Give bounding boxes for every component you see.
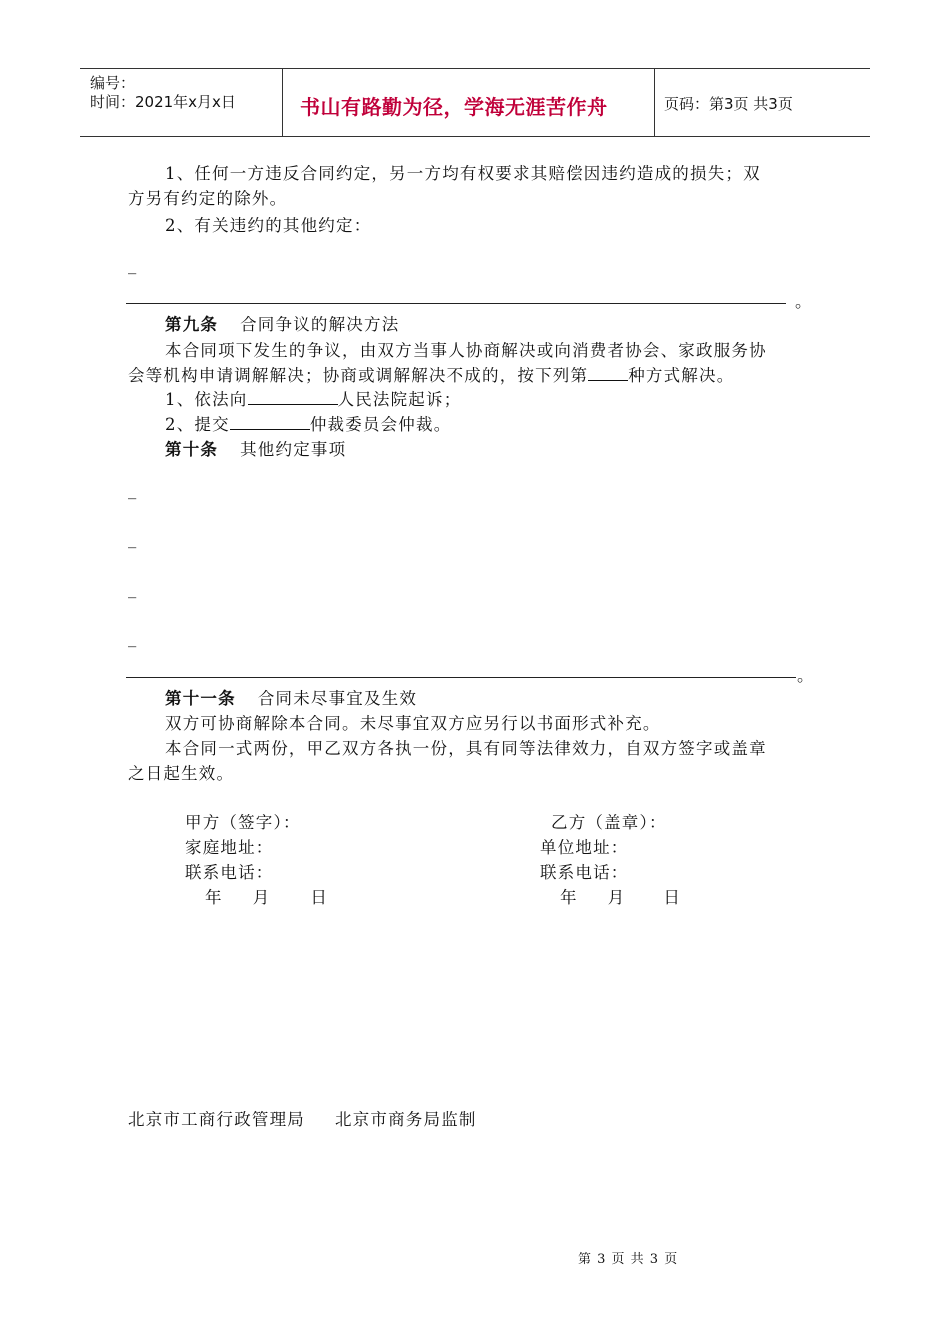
option2-suffix: 仲裁委员会仲裁。 — [309, 415, 452, 434]
clause11-para-2-line2: 之日起生效。 — [128, 764, 235, 783]
party-b-address: 单位地址： — [540, 838, 629, 857]
breach-clause-2: 2、有关违约的其他约定： — [165, 216, 372, 235]
day-label: 日 — [663, 888, 682, 907]
clause9-title: 第九条 — [165, 315, 219, 334]
fill-in-line — [126, 303, 786, 304]
issuer-org-1: 北京市工商行政管理局 — [128, 1110, 305, 1129]
clause9-para-line2-end: 种方式解决。 — [628, 366, 735, 385]
blank-dash: _ — [128, 628, 138, 647]
line-end-period: 。 — [795, 292, 813, 311]
header-divider — [654, 69, 655, 136]
clause11-subject: 合同未尽事宜及生效 — [257, 689, 418, 708]
blank-dash: _ — [128, 255, 138, 274]
arbitration-name-blank[interactable] — [230, 415, 310, 430]
dispute-option-2 — [165, 411, 451, 435]
document-time-label: 时间：2021年x月x日 — [90, 93, 236, 111]
document-number-label: 编号： — [90, 74, 136, 92]
month-label: 月 — [607, 888, 626, 907]
header-page-info: 页码：第3页 共3页 — [664, 95, 793, 113]
clause10-heading — [165, 436, 346, 460]
clause10-subject: 其他约定事项 — [240, 440, 347, 459]
party-a-address: 家庭地址： — [185, 838, 274, 857]
clause9-para-line2 — [128, 362, 734, 386]
clause9-heading — [165, 311, 399, 335]
party-a-date — [205, 884, 328, 908]
clause9-subject: 合同争议的解决方法 — [240, 315, 400, 334]
line-end-period: 。 — [797, 666, 815, 685]
clause9-para-line2-text: 会等机构申请调解解决；协商或调解解决不成的，按下列第 — [128, 366, 589, 385]
court-name-blank[interactable] — [248, 390, 338, 405]
issuer-org-2: 北京市商务局监制 — [335, 1110, 477, 1129]
blank-dash: _ — [128, 579, 138, 598]
footer-page-number: 第 3 页 共 3 页 — [578, 1252, 679, 1267]
clause11-title: 第十一条 — [165, 689, 236, 708]
clause11-para-2-line1: 本合同一式两份，甲乙双方各执一份，具有同等法律效力，自双方签字或盖章 — [165, 739, 767, 758]
blank-dash: _ — [128, 529, 138, 548]
option2-prefix: 2、提交 — [165, 415, 230, 434]
year-label: 年 — [560, 888, 578, 907]
dispute-option-1 — [165, 386, 461, 410]
clause9-para-line1: 本合同项下发生的争议，由双方当事人协商解决或向消费者协会、家政服务协 — [165, 341, 767, 360]
clause10-title: 第十条 — [165, 440, 219, 459]
method-number-blank[interactable] — [588, 366, 628, 381]
header-divider — [282, 69, 283, 136]
blank-dash: _ — [128, 480, 138, 499]
header-motto: 书山有路勤为径，学海无涯苦作舟 — [300, 95, 608, 119]
issuer-line — [128, 1106, 477, 1130]
clause11-para-1: 双方可协商解除本合同。未尽事宜双方应另行以书面形式补充。 — [165, 714, 661, 733]
clause11-heading — [165, 685, 417, 709]
fill-in-line — [126, 677, 796, 678]
day-label: 日 — [310, 888, 329, 907]
option1-suffix: 人民法院起诉； — [337, 390, 462, 409]
party-b-seal: 乙方（盖章）： — [551, 813, 667, 832]
month-label: 月 — [252, 888, 271, 907]
year-label: 年 — [205, 888, 223, 907]
breach-clause-1-line1: 1、任何一方违反合同约定，另一方均有权要求其赔偿因违约造成的损失；双 — [165, 164, 761, 183]
party-b-date — [560, 884, 681, 908]
breach-clause-1-line2: 方另有约定的除外。 — [128, 189, 288, 208]
party-a-signature: 甲方（签字）： — [185, 813, 301, 832]
party-b-phone: 联系电话： — [540, 863, 629, 882]
option1-prefix: 1、依法向 — [165, 390, 248, 409]
party-a-phone: 联系电话： — [185, 863, 274, 882]
